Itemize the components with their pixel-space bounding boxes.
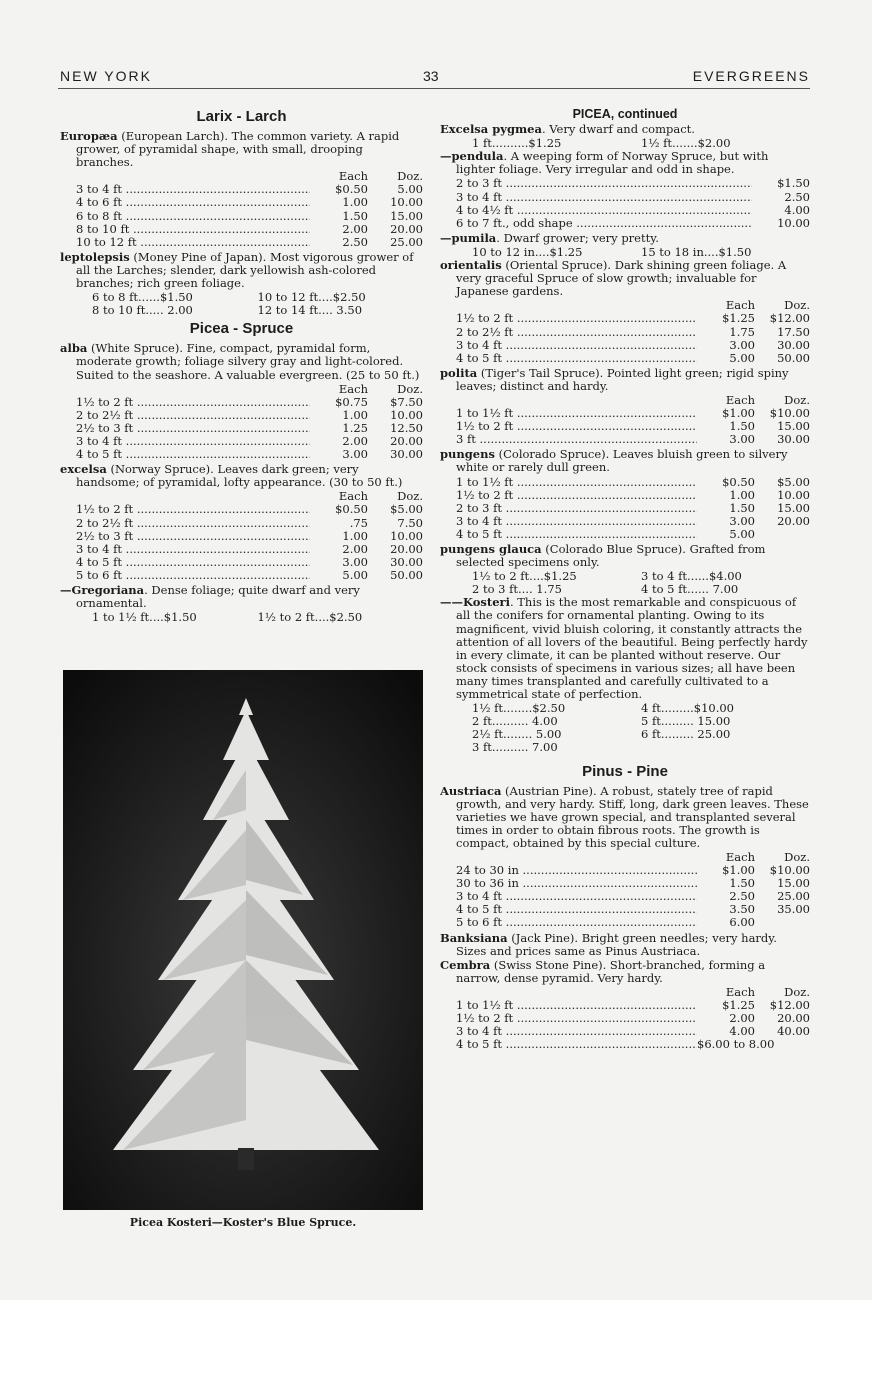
leptolepsis-entry: leptolepsis (Money Pine of Japan). Most vigorous grower of all the Larches; slender, dark yellowish ash-colored branches; rich green foliage. (60, 249, 414, 291)
price-row (76, 409, 423, 422)
price-doz: 10.00 (390, 195, 423, 210)
price-row (76, 448, 423, 461)
price-row (456, 999, 810, 1012)
price-doz (755, 1038, 810, 1051)
gregoriana-prices: 1 to 1½ ft....$1.50 1½ to 2 ft....$2.50 (92, 610, 363, 625)
price-row (76, 530, 423, 543)
price-each: $0.75 (335, 394, 368, 409)
price-doz: 20.00 (390, 221, 423, 236)
price-row (76, 435, 423, 448)
price-doz: $10.00 (769, 863, 810, 878)
right-column (440, 108, 810, 1053)
cembra-prices (456, 999, 810, 1051)
larix-heading: Larix - Larch (196, 108, 287, 125)
price-doz (755, 916, 810, 929)
price-row (76, 569, 423, 582)
pumila-prices: 10 to 12 in....$1.25 15 to 18 in....$1.50 (472, 244, 752, 259)
price-each: 5.00 (729, 526, 755, 541)
pendula-entry: —pendula. A weeping form of Norway Spruce, but with lighter foliage. Very irregular and odd in shape. (440, 149, 769, 177)
price-row (76, 543, 423, 556)
running-header (60, 68, 810, 88)
price-size: 3 to 4 ft ..... (456, 515, 697, 528)
price-doz: 40.00 (777, 1024, 810, 1039)
price-doz (755, 528, 810, 541)
price-row (76, 196, 423, 209)
leptolepsis-prices (60, 291, 423, 317)
europaea-entry: Europæa (European Larch). The common variety. A rapid grower, of pyramidal shape, with small, drooping branches. (60, 129, 400, 170)
price-each: 3.00 (729, 513, 755, 528)
price-row (456, 916, 810, 929)
price-pair-cell: 2 ft.......... 4.00 (472, 714, 558, 729)
price-each: 2.00 (342, 221, 368, 236)
price-each: 2.00 (729, 1011, 755, 1026)
austriaca-entry: Austriaca (Austrian Pine). A robust, stately tree of rapid growth, and very hardy. Stiff, long, dark green leaves. These varieties we have grown special, and transplanted several times in order to obtain fibrous roots. The growth is compact, obtained by this special culture. (440, 783, 809, 850)
price-each: 5.00 (729, 350, 755, 365)
gregoriana-entry: —Gregoriana. Dense foliage; quite dwarf and very ornamental. (60, 583, 360, 611)
price-doz: 20.00 (777, 1011, 810, 1026)
price-row (456, 528, 810, 541)
price-each: 1.00 (342, 195, 368, 210)
price-each: 1.50 (729, 419, 755, 434)
price-pair-cell: 6 to 8 ft......$1.50 (92, 290, 193, 305)
price-row (456, 877, 810, 890)
price-doz: 50.00 (390, 567, 423, 582)
price-size: 4 to 4½ ft ..... (456, 204, 752, 217)
price-each: $1.50 (777, 176, 810, 191)
price-each: $1.00 (722, 863, 755, 878)
price-pair-cell: 3 ft.......... 7.00 (472, 740, 558, 755)
price-size: 4 to 5 ft ..... (456, 352, 697, 365)
price-size: 5 to 6 ft ..... (456, 916, 697, 929)
price-size: 24 to 30 in ..... (456, 864, 697, 877)
price-pair-cell: 2 to 3 ft.... 1.75 (472, 582, 562, 597)
price-each: 3.00 (342, 554, 368, 569)
kosteri-entry: ——Kosteri. This is the most remarkable and conspicuous of all the conifers for ornamental planting. Owing to its magnificent, vivid bluish coloring, it constantly attracts the attention of all lovers of the beautiful. Being perfectly hardy in every climate, it can be planted without reserve. Our stock consists of specimens in various sizes; all have been many times transplanted and carefully cultivated to a symmetrical state of perfection. (440, 595, 808, 702)
header-rule (58, 88, 810, 89)
price-size: 1½ to 2 ft ..... (456, 312, 697, 325)
price-row (456, 864, 810, 877)
price-each: 6.00 (729, 915, 755, 930)
orientalis-entry: orientalis (Oriental Spruce). Dark shining green foliage. A very graceful Spruce of slow growth; invaluable for Japanese gardens. (440, 258, 787, 299)
price-doz: 30.00 (390, 447, 423, 462)
price-doz: 50.00 (777, 350, 810, 365)
header-right: EVERGREENS (692, 68, 810, 84)
price-size: 1½ to 2 ft ..... (76, 396, 310, 409)
price-size: 3 to 4 ft ..... (76, 183, 310, 196)
price-size: 10 to 12 ft ..... (76, 236, 310, 249)
price-size: 3 to 4 ft ..... (76, 543, 310, 556)
price-header: Each Doz. (725, 298, 810, 313)
price-doz: 35.00 (777, 902, 810, 917)
cembra-entry: Cembra (Swiss Stone Pine). Short-branched, forming a narrow, dense pyramid. Very hardy. (440, 957, 766, 985)
price-header: Each Doz. (338, 489, 423, 504)
price-each: 3.00 (729, 337, 755, 352)
price-size: 4 to 5 ft ..... (76, 448, 310, 461)
price-each: 4.00 (729, 1024, 755, 1039)
price-doz: 7.50 (397, 515, 423, 530)
price-pair-cell (641, 741, 810, 754)
price-doz: $12.00 (769, 998, 810, 1012)
price-size: 1 to 1½ ft ..... (456, 999, 697, 1012)
price-each: $6.00 to 8.00 (697, 1037, 775, 1052)
price-size: 1½ to 2 ft ..... (456, 1012, 697, 1025)
pygmea-prices: 1 ft..........$1.25 1½ ft.......$2.00 (472, 136, 731, 151)
bottom-margin (0, 1300, 872, 1390)
price-row (456, 890, 810, 903)
price-pair-cell: 1½ to 2 ft....$1.25 (472, 569, 577, 584)
price-each: 1.50 (729, 500, 755, 515)
price-doz: $12.00 (769, 311, 810, 326)
alba-prices (76, 396, 423, 461)
price-row (456, 1012, 810, 1025)
price-size: 2½ to 3 ft ..... (76, 422, 310, 435)
price-each: 1.50 (342, 208, 368, 223)
price-pair-row (92, 304, 423, 317)
header-left: NEW YORK (60, 68, 152, 84)
page-number: 33 (423, 68, 439, 84)
price-row (76, 556, 423, 569)
price-pair-cell: 10 to 12 ft....$2.50 (257, 290, 366, 305)
price-pair-cell: 5 ft......... 15.00 (641, 714, 731, 729)
price-row (456, 191, 810, 204)
price-size: 6 to 8 ft ..... (76, 210, 310, 223)
price-each: 4.00 (784, 202, 810, 217)
pinus-heading: Pinus - Pine (582, 762, 668, 780)
excelsa-prices (76, 503, 423, 582)
price-row (76, 517, 423, 530)
price-size: 3 to 4 ft ..... (456, 339, 697, 352)
price-row (456, 515, 810, 528)
price-pair-cell: 1½ ft........$2.50 (472, 701, 566, 716)
price-row (76, 503, 423, 516)
price-size: 2 to 2½ ft ..... (456, 326, 697, 339)
price-size: 1½ to 2 ft ..... (456, 420, 697, 433)
price-doz: $10.00 (769, 406, 810, 421)
price-each: 3.00 (342, 447, 368, 462)
price-each: 1.25 (342, 420, 368, 435)
spruce-tree-image (63, 670, 423, 1210)
price-size: 2 to 3 ft ..... (456, 502, 697, 515)
price-each: .75 (349, 515, 368, 530)
price-doz: 10.00 (390, 407, 423, 422)
picea-heading: Picea - Spruce (189, 320, 294, 338)
price-each: 5.00 (342, 567, 368, 582)
price-each: 2.50 (342, 234, 368, 249)
price-row (456, 339, 810, 352)
price-size: 3 to 4 ft ..... (456, 1025, 697, 1038)
price-size: 2 to 3 ft ..... (456, 177, 752, 190)
price-size: 4 to 5 ft ..... (76, 556, 310, 569)
left-column (60, 108, 423, 624)
price-size: 2 to 2½ ft ..... (76, 409, 310, 422)
price-size: 4 to 5 ft ..... (456, 903, 697, 916)
price-doz: 30.00 (777, 337, 810, 352)
pumila-entry: —pumila. Dwarf grower; very pretty. (440, 230, 659, 245)
price-size: 4 to 5 ft ..... (456, 1038, 697, 1051)
price-doz: 20.00 (390, 433, 423, 448)
price-size: 4 to 6 ft ..... (76, 196, 310, 209)
price-row (456, 476, 810, 489)
price-row (76, 210, 423, 223)
price-pair-cell: 4 ft.........$10.00 (641, 701, 734, 716)
price-doz: 10.00 (390, 528, 423, 543)
price-pair-cell: 12 to 14 ft.... 3.50 (257, 303, 363, 318)
price-row (456, 903, 810, 916)
polita-entry: polita (Tiger's Tail Spruce). Pointed light green; rigid spiny leaves; distinct and hardy. (440, 365, 789, 393)
price-row (76, 422, 423, 435)
price-doz: 30.00 (390, 554, 423, 569)
price-each: 10.00 (777, 215, 810, 230)
pygmea-entry: Excelsa pygmea. Very dwarf and compact. (440, 122, 695, 137)
price-row (76, 183, 423, 196)
austriaca-prices (456, 864, 810, 929)
price-each: 1.00 (729, 487, 755, 502)
price-size: 2½ to 3 ft ..... (76, 530, 310, 543)
price-size: 3 ft ..... (456, 433, 697, 446)
price-each: 1.00 (342, 528, 368, 543)
price-row (456, 177, 810, 190)
price-size: 3 to 4 ft ..... (456, 890, 697, 903)
price-each: 1.75 (729, 324, 755, 339)
price-size: 8 to 10 ft ..... (76, 223, 310, 236)
pendula-prices (456, 177, 810, 229)
price-size: 1 to 1½ ft ..... (456, 407, 697, 420)
price-size: 1½ to 2 ft ..... (76, 503, 310, 516)
pungens-entry: pungens (Colorado Spruce). Leaves bluish green to silvery white or rarely dull green. (440, 447, 788, 475)
price-each: $1.25 (722, 311, 755, 326)
price-size: 1½ to 2 ft ..... (456, 489, 697, 502)
price-pair-cell: 6 ft......... 25.00 (641, 727, 731, 742)
price-size: 3 to 4 ft ..... (456, 191, 752, 204)
price-doz: 25.00 (777, 889, 810, 904)
price-header: Each Doz. (338, 169, 423, 184)
price-doz: 30.00 (777, 432, 810, 447)
price-size: 30 to 36 in ..... (456, 877, 697, 890)
glauca-entry: pungens glauca (Colorado Blue Spruce). Grafted from selected specimens only. (440, 542, 766, 570)
price-header: Each Doz. (725, 849, 810, 864)
price-doz: $5.00 (777, 474, 810, 489)
price-pair-cell: 3 to 4 ft......$4.00 (641, 569, 742, 584)
price-each: 2.50 (729, 889, 755, 904)
price-doz: $5.00 (390, 502, 423, 517)
price-doz: 15.00 (777, 419, 810, 434)
price-doz: 12.50 (390, 420, 423, 435)
price-size: 2 to 2½ ft ..... (76, 517, 310, 530)
price-pair-cell: 8 to 10 ft..... 2.00 (92, 303, 193, 318)
price-pair-row (472, 741, 810, 754)
price-row (456, 204, 810, 217)
price-doz: $7.50 (390, 394, 423, 409)
price-each: 3.00 (729, 432, 755, 447)
polita-prices (456, 407, 810, 446)
europaea-prices (76, 183, 423, 248)
banksiana-entry: Banksiana (Jack Pine). Bright green needles; very hardy. Sizes and prices same as Pinus Austriaca. (440, 930, 777, 958)
price-doz: 10.00 (777, 487, 810, 502)
price-each: $1.00 (722, 406, 755, 421)
price-each: 2.00 (342, 541, 368, 556)
orientalis-prices (456, 312, 810, 364)
price-header: Each Doz. (725, 392, 810, 407)
price-pair-cell: 4 to 5 ft...... 7.00 (641, 582, 739, 597)
pungens-prices (456, 476, 810, 541)
price-row (456, 312, 810, 325)
price-size: 3 to 4 ft ..... (76, 435, 310, 448)
price-each: 2.50 (784, 189, 810, 204)
price-row (456, 433, 810, 446)
price-header: Each Doz. (338, 381, 423, 396)
price-each: 1.50 (729, 876, 755, 891)
price-each: 1.00 (342, 407, 368, 422)
price-doz: 25.00 (390, 234, 423, 249)
price-size: 4 to 5 ft ..... (456, 528, 697, 541)
price-row (456, 217, 810, 230)
price-each: $0.50 (335, 182, 368, 197)
price-doz: 20.00 (390, 541, 423, 556)
price-doz: 15.00 (390, 208, 423, 223)
price-row (456, 489, 810, 502)
price-row (456, 1038, 810, 1051)
price-each: 3.50 (729, 902, 755, 917)
price-size: 1 to 1½ ft ..... (456, 476, 697, 489)
price-each: $1.25 (722, 998, 755, 1012)
price-row (456, 502, 810, 515)
blue-spruce-photo (63, 670, 423, 1210)
kosteri-prices (440, 702, 810, 754)
price-size: 6 to 7 ft., odd shape ..... (456, 217, 752, 230)
alba-entry: alba (White Spruce). Fine, compact, pyramidal form, moderate growth; foliage silvery gray and light-colored. Suited to the seashore. A valuable evergreen. (25 to 50 ft.) (60, 341, 420, 382)
price-row (456, 407, 810, 420)
price-row (76, 223, 423, 236)
price-each: $0.50 (722, 474, 755, 489)
price-each: 2.00 (342, 433, 368, 448)
glauca-prices (440, 570, 810, 596)
price-doz: 15.00 (777, 876, 810, 891)
photo-caption: Picea Kosteri—Koster's Blue Spruce. (129, 1216, 357, 1229)
picea-continued-heading: PICEA, continued (572, 107, 678, 121)
price-each: $0.50 (335, 502, 368, 517)
price-row (456, 326, 810, 339)
price-doz: 5.00 (397, 182, 423, 197)
price-header: Each Doz. (725, 984, 810, 999)
price-row (76, 236, 423, 249)
price-doz: 17.50 (777, 324, 810, 339)
price-size: 5 to 6 ft ..... (76, 569, 310, 582)
price-doz: 15.00 (777, 500, 810, 515)
price-row (456, 420, 810, 433)
price-row (76, 396, 423, 409)
excelsa-entry: excelsa (Norway Spruce). Leaves dark green; very handsome; of pyramidal, lofty appearance. (30 to 50 ft.) (60, 462, 403, 490)
price-pair-cell: 2½ ft........ 5.00 (472, 727, 562, 742)
price-doz: 20.00 (777, 513, 810, 528)
price-row (456, 352, 810, 365)
